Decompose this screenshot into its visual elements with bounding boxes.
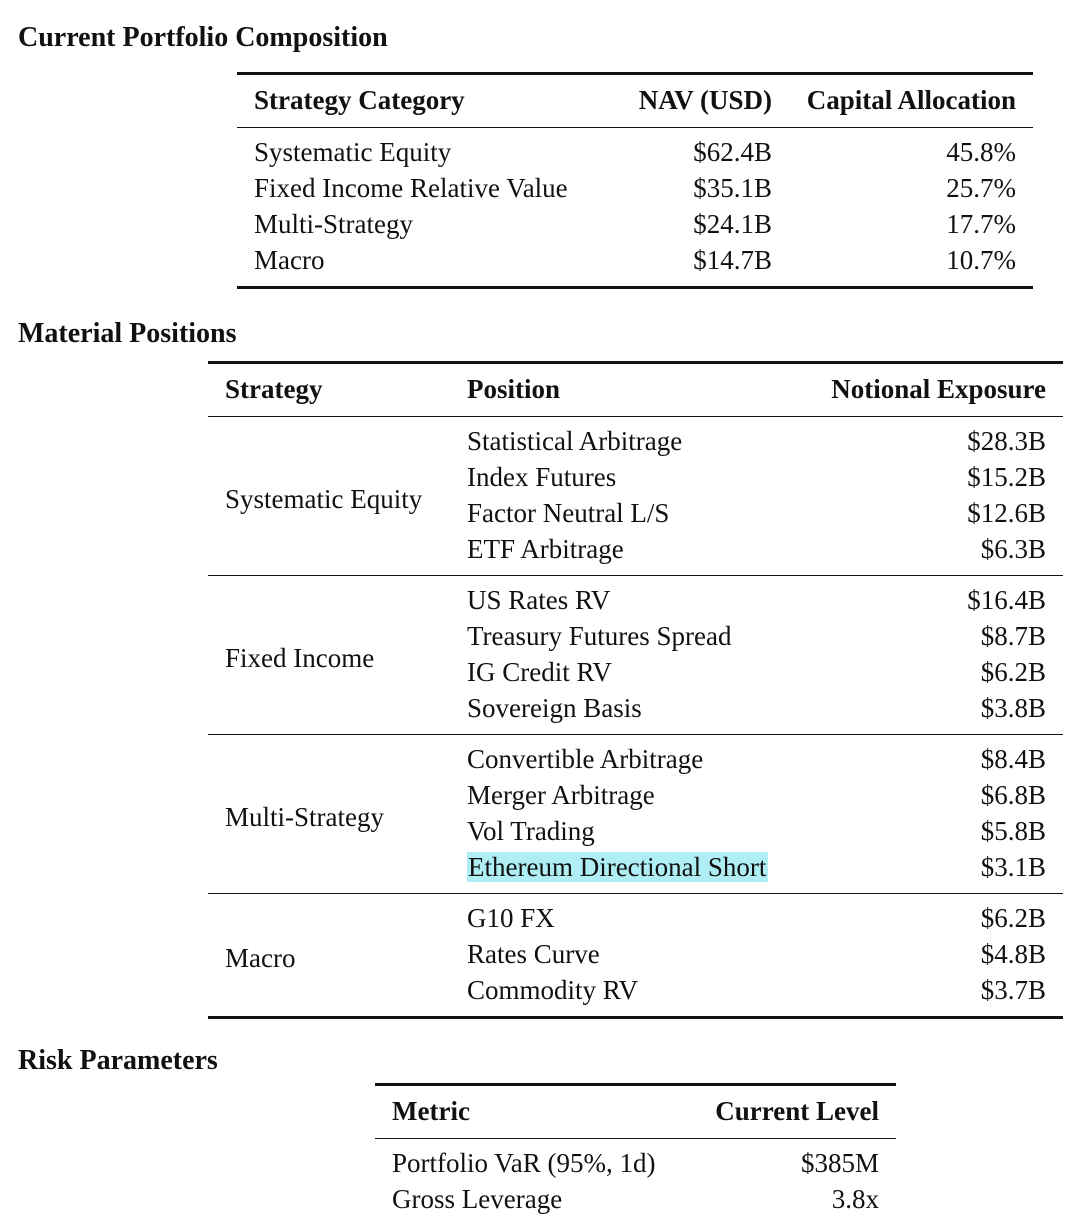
position-cell: Rates Curve xyxy=(467,939,600,969)
exposure-cell: $12.6B xyxy=(967,498,1046,528)
exposure-cell: $6.2B xyxy=(980,657,1046,687)
strategy-category-cell: Multi-Strategy xyxy=(254,209,413,239)
material-positions-title: Material Positions xyxy=(18,318,237,349)
table-row xyxy=(208,576,1063,619)
table-row xyxy=(375,1181,896,1217)
exposure-cell: $3.1B xyxy=(980,852,1046,882)
position-cell: Index Futures xyxy=(467,462,617,492)
col-strategy-category: Strategy Category xyxy=(237,74,618,128)
col-metric: Metric xyxy=(375,1085,692,1139)
position-cell: Convertible Arbitrage xyxy=(467,735,804,778)
metric-cell: Gross Leverage xyxy=(392,1184,563,1214)
col-position: Position xyxy=(467,363,804,417)
col-capital-allocation: Capital Allocation xyxy=(772,74,1033,128)
position-cell: IG Credit RV xyxy=(467,657,612,687)
position-cell: Sovereign Basis xyxy=(467,693,642,723)
strategy-group-macro xyxy=(208,894,1063,1018)
portfolio-composition-title: Current Portfolio Composition xyxy=(18,22,388,53)
allocation-cell: 25.7% xyxy=(946,173,1016,203)
strategy-category-cell: Macro xyxy=(254,245,325,275)
col-strategy: Strategy xyxy=(208,363,467,417)
exposure-cell: $6.8B xyxy=(980,780,1046,810)
risk-parameters-table xyxy=(375,1083,896,1217)
allocation-cell: 45.8% xyxy=(946,137,1016,167)
exposure-cell: $8.7B xyxy=(980,621,1046,651)
highlighted-position-text: Ethereum Directional Short xyxy=(468,852,767,882)
nav-cell: $14.7B xyxy=(693,245,773,275)
strategy-group-fixed-income xyxy=(208,576,1063,735)
exposure-cell: $4.8B xyxy=(980,939,1046,969)
nav-cell: $35.1B xyxy=(693,173,773,203)
table-row xyxy=(375,1139,896,1182)
strategy-cell: Multi-Strategy xyxy=(208,735,467,894)
exposure-cell: $5.8B xyxy=(980,816,1046,846)
table-row xyxy=(237,206,1033,242)
metric-cell: Portfolio VaR (95%, 1d) xyxy=(392,1148,656,1178)
allocation-cell: 17.7% xyxy=(946,209,1016,239)
strategy-cell: Fixed Income xyxy=(208,576,467,735)
position-cell xyxy=(467,849,804,894)
position-cell: Vol Trading xyxy=(467,816,595,846)
strategy-cell: Systematic Equity xyxy=(225,484,423,514)
exposure-cell: $6.2B xyxy=(804,894,1063,937)
exposure-cell: $3.8B xyxy=(980,693,1046,723)
strategy-category-cell: Fixed Income Relative Value xyxy=(254,173,568,203)
nav-cell: $24.1B xyxy=(693,209,773,239)
col-nav-usd: NAV (USD) xyxy=(618,74,772,128)
strategy-category-cell: Systematic Equity xyxy=(254,137,452,167)
exposure-cell: $8.4B xyxy=(804,735,1063,778)
strategy-group-systematic-equity xyxy=(208,417,1063,576)
material-positions-table xyxy=(208,361,1063,1019)
position-cell: US Rates RV xyxy=(467,576,804,619)
position-cell: Factor Neutral L/S xyxy=(467,498,670,528)
portfolio-composition-table xyxy=(237,72,1033,289)
table-row xyxy=(237,242,1033,288)
table-row xyxy=(237,128,1033,171)
exposure-cell: $3.7B xyxy=(980,975,1046,1005)
table-row xyxy=(208,735,1063,778)
table-row xyxy=(208,894,1063,937)
table-header-row xyxy=(375,1085,896,1139)
col-notional-exposure: Notional Exposure xyxy=(804,363,1063,417)
strategy-cell: Macro xyxy=(208,894,467,1018)
position-cell: G10 FX xyxy=(467,894,804,937)
position-cell: Commodity RV xyxy=(467,975,639,1005)
exposure-cell: $6.3B xyxy=(980,534,1046,564)
risk-parameters-title: Risk Parameters xyxy=(18,1045,218,1076)
table-row xyxy=(208,417,1063,460)
table-header-row xyxy=(208,363,1063,417)
exposure-cell: $16.4B xyxy=(804,576,1063,619)
exposure-cell: $28.3B xyxy=(967,426,1046,456)
nav-cell: $62.4B xyxy=(693,137,773,167)
position-cell: Statistical Arbitrage xyxy=(467,426,683,456)
allocation-cell: 10.7% xyxy=(946,245,1016,275)
position-cell: ETF Arbitrage xyxy=(467,534,624,564)
position-cell: Treasury Futures Spread xyxy=(467,621,732,651)
position-cell: Merger Arbitrage xyxy=(467,780,655,810)
exposure-cell: $15.2B xyxy=(967,462,1046,492)
level-cell: $385M xyxy=(800,1148,879,1178)
level-cell: 3.8x xyxy=(831,1184,879,1214)
col-current-level: Current Level xyxy=(692,1085,896,1139)
table-row xyxy=(237,170,1033,206)
strategy-group-multi-strategy xyxy=(208,735,1063,894)
table-header-row xyxy=(237,74,1033,128)
